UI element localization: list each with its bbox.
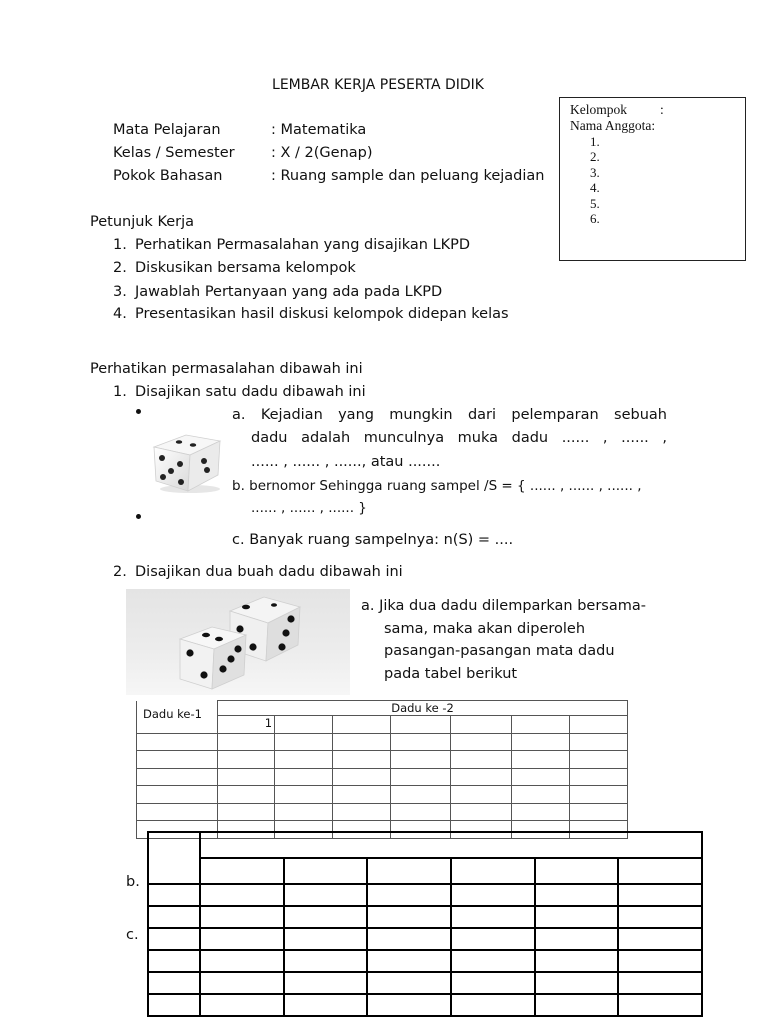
instructions-heading: Petunjuk Kerja <box>90 214 195 230</box>
instruction-item <box>113 284 443 300</box>
two-dice-image <box>126 589 350 695</box>
table-row <box>148 928 702 950</box>
q1-a-line1: a. Kejadian yang mungkin dari pelemparan sebuah <box>232 407 667 423</box>
meta-value: : X / 2(Genap) <box>271 145 373 161</box>
member-number: 6. <box>590 211 600 227</box>
instruction-text: Perhatikan Permasalahan yang disajikan LKPD <box>135 237 471 253</box>
group-box <box>559 97 746 261</box>
table-row <box>148 884 702 906</box>
single-die-image <box>150 425 224 493</box>
instruction-item <box>113 237 471 253</box>
table-cell <box>284 858 368 884</box>
q1-b-line1: b. bernomor Sehingga ruang sampel /S = { ...... , ...... , ...... , <box>232 478 642 494</box>
question-2 <box>113 564 403 580</box>
q2-c-label: c. <box>126 927 139 943</box>
bullet-dot <box>136 409 141 414</box>
question-text: Disajikan dua buah dadu dibawah ini <box>135 564 403 580</box>
table-row <box>137 768 628 786</box>
instruction-text: Diskusikan bersama kelompok <box>135 260 356 276</box>
table-cell <box>450 716 512 734</box>
question-1 <box>113 384 366 400</box>
table-row <box>148 972 702 994</box>
table-cell <box>390 716 450 734</box>
member-number: 1. <box>590 133 600 149</box>
meta-label: Mata Pelajaran <box>113 122 221 138</box>
table-cell <box>512 716 570 734</box>
table-cell <box>367 858 451 884</box>
q1-a-line2: dadu adalah munculnya muka dadu ...... , ...... , <box>251 430 667 446</box>
kelompok-label: Kelompok <box>570 102 627 117</box>
table-cell <box>570 716 628 734</box>
table-cell <box>275 716 333 734</box>
bullet-dot <box>136 514 141 519</box>
page-title: LEMBAR KERJA PESERTA DIDIK <box>272 77 484 93</box>
instruction-number: 1. <box>113 237 127 253</box>
instruction-item <box>113 260 356 276</box>
meta-label: Pokok Bahasan <box>113 168 223 184</box>
q1-a-line3: ...... , ...... , ......, atau ....... <box>251 454 441 470</box>
anggota-label: Nama Anggota: <box>570 118 656 133</box>
table-row <box>137 733 628 751</box>
overlay-table <box>147 831 703 1017</box>
question-number: 1. <box>113 384 127 400</box>
table-cell <box>200 832 702 858</box>
instruction-number: 3. <box>113 284 127 300</box>
table-row <box>137 786 628 804</box>
instruction-number: 4. <box>113 306 127 322</box>
q1-b-line2: ...... , ...... , ...... } <box>251 500 367 516</box>
row-header-cell <box>137 701 218 734</box>
member-number: 2. <box>590 149 600 165</box>
member-list <box>570 134 745 228</box>
table-cell <box>618 858 702 884</box>
kelompok-separator: : <box>660 102 664 117</box>
q2-a-line3: pasangan-pasangan mata dadu <box>384 643 615 659</box>
meta-value: : Matematika <box>271 122 367 138</box>
member-number: 5. <box>590 195 600 211</box>
question-text: Disajikan satu dadu dibawah ini <box>135 384 366 400</box>
member-number: 4. <box>590 180 600 196</box>
meta-label: Kelas / Semester <box>113 145 235 161</box>
table-cell <box>535 858 619 884</box>
table-row <box>148 950 702 972</box>
member-number: 3. <box>590 164 600 180</box>
table-row <box>137 751 628 769</box>
table-row <box>148 906 702 928</box>
row-header-label: Dadu ke-1 <box>143 706 202 721</box>
q2-b-label: b. <box>126 874 140 890</box>
instruction-text: Presentasikan hasil diskusi kelompok didepan kelas <box>135 306 509 322</box>
meta-value: : Ruang sample dan peluang kejadian <box>271 168 545 184</box>
table-cell <box>200 858 284 884</box>
q2-a-line2: sama, maka akan diperoleh <box>384 621 586 637</box>
q2-a-line1: a. Jika dua dadu dilemparkan bersama- <box>361 598 646 614</box>
question-number: 2. <box>113 564 127 580</box>
q1-c-line: c. Banyak ruang sampelnya: n(S) = .... <box>232 532 514 548</box>
instruction-item <box>113 306 509 322</box>
two-dice-illustration <box>126 589 350 695</box>
instruction-text: Jawablah Pertanyaan yang ada pada LKPD <box>135 284 443 300</box>
instruction-number: 2. <box>113 260 127 276</box>
q2-a-line4: pada tabel berikut <box>384 666 518 682</box>
first-column-label: 1 <box>218 716 275 734</box>
table-cell <box>451 858 535 884</box>
table-row <box>148 994 702 1016</box>
problem-heading: Perhatikan permasalahan dibawah ini <box>90 361 363 377</box>
dice-pairs-table <box>136 700 628 839</box>
table-row <box>137 803 628 821</box>
table-cell <box>332 716 390 734</box>
table-cell <box>148 832 200 884</box>
column-header-label: Dadu ke -2 <box>218 701 628 716</box>
